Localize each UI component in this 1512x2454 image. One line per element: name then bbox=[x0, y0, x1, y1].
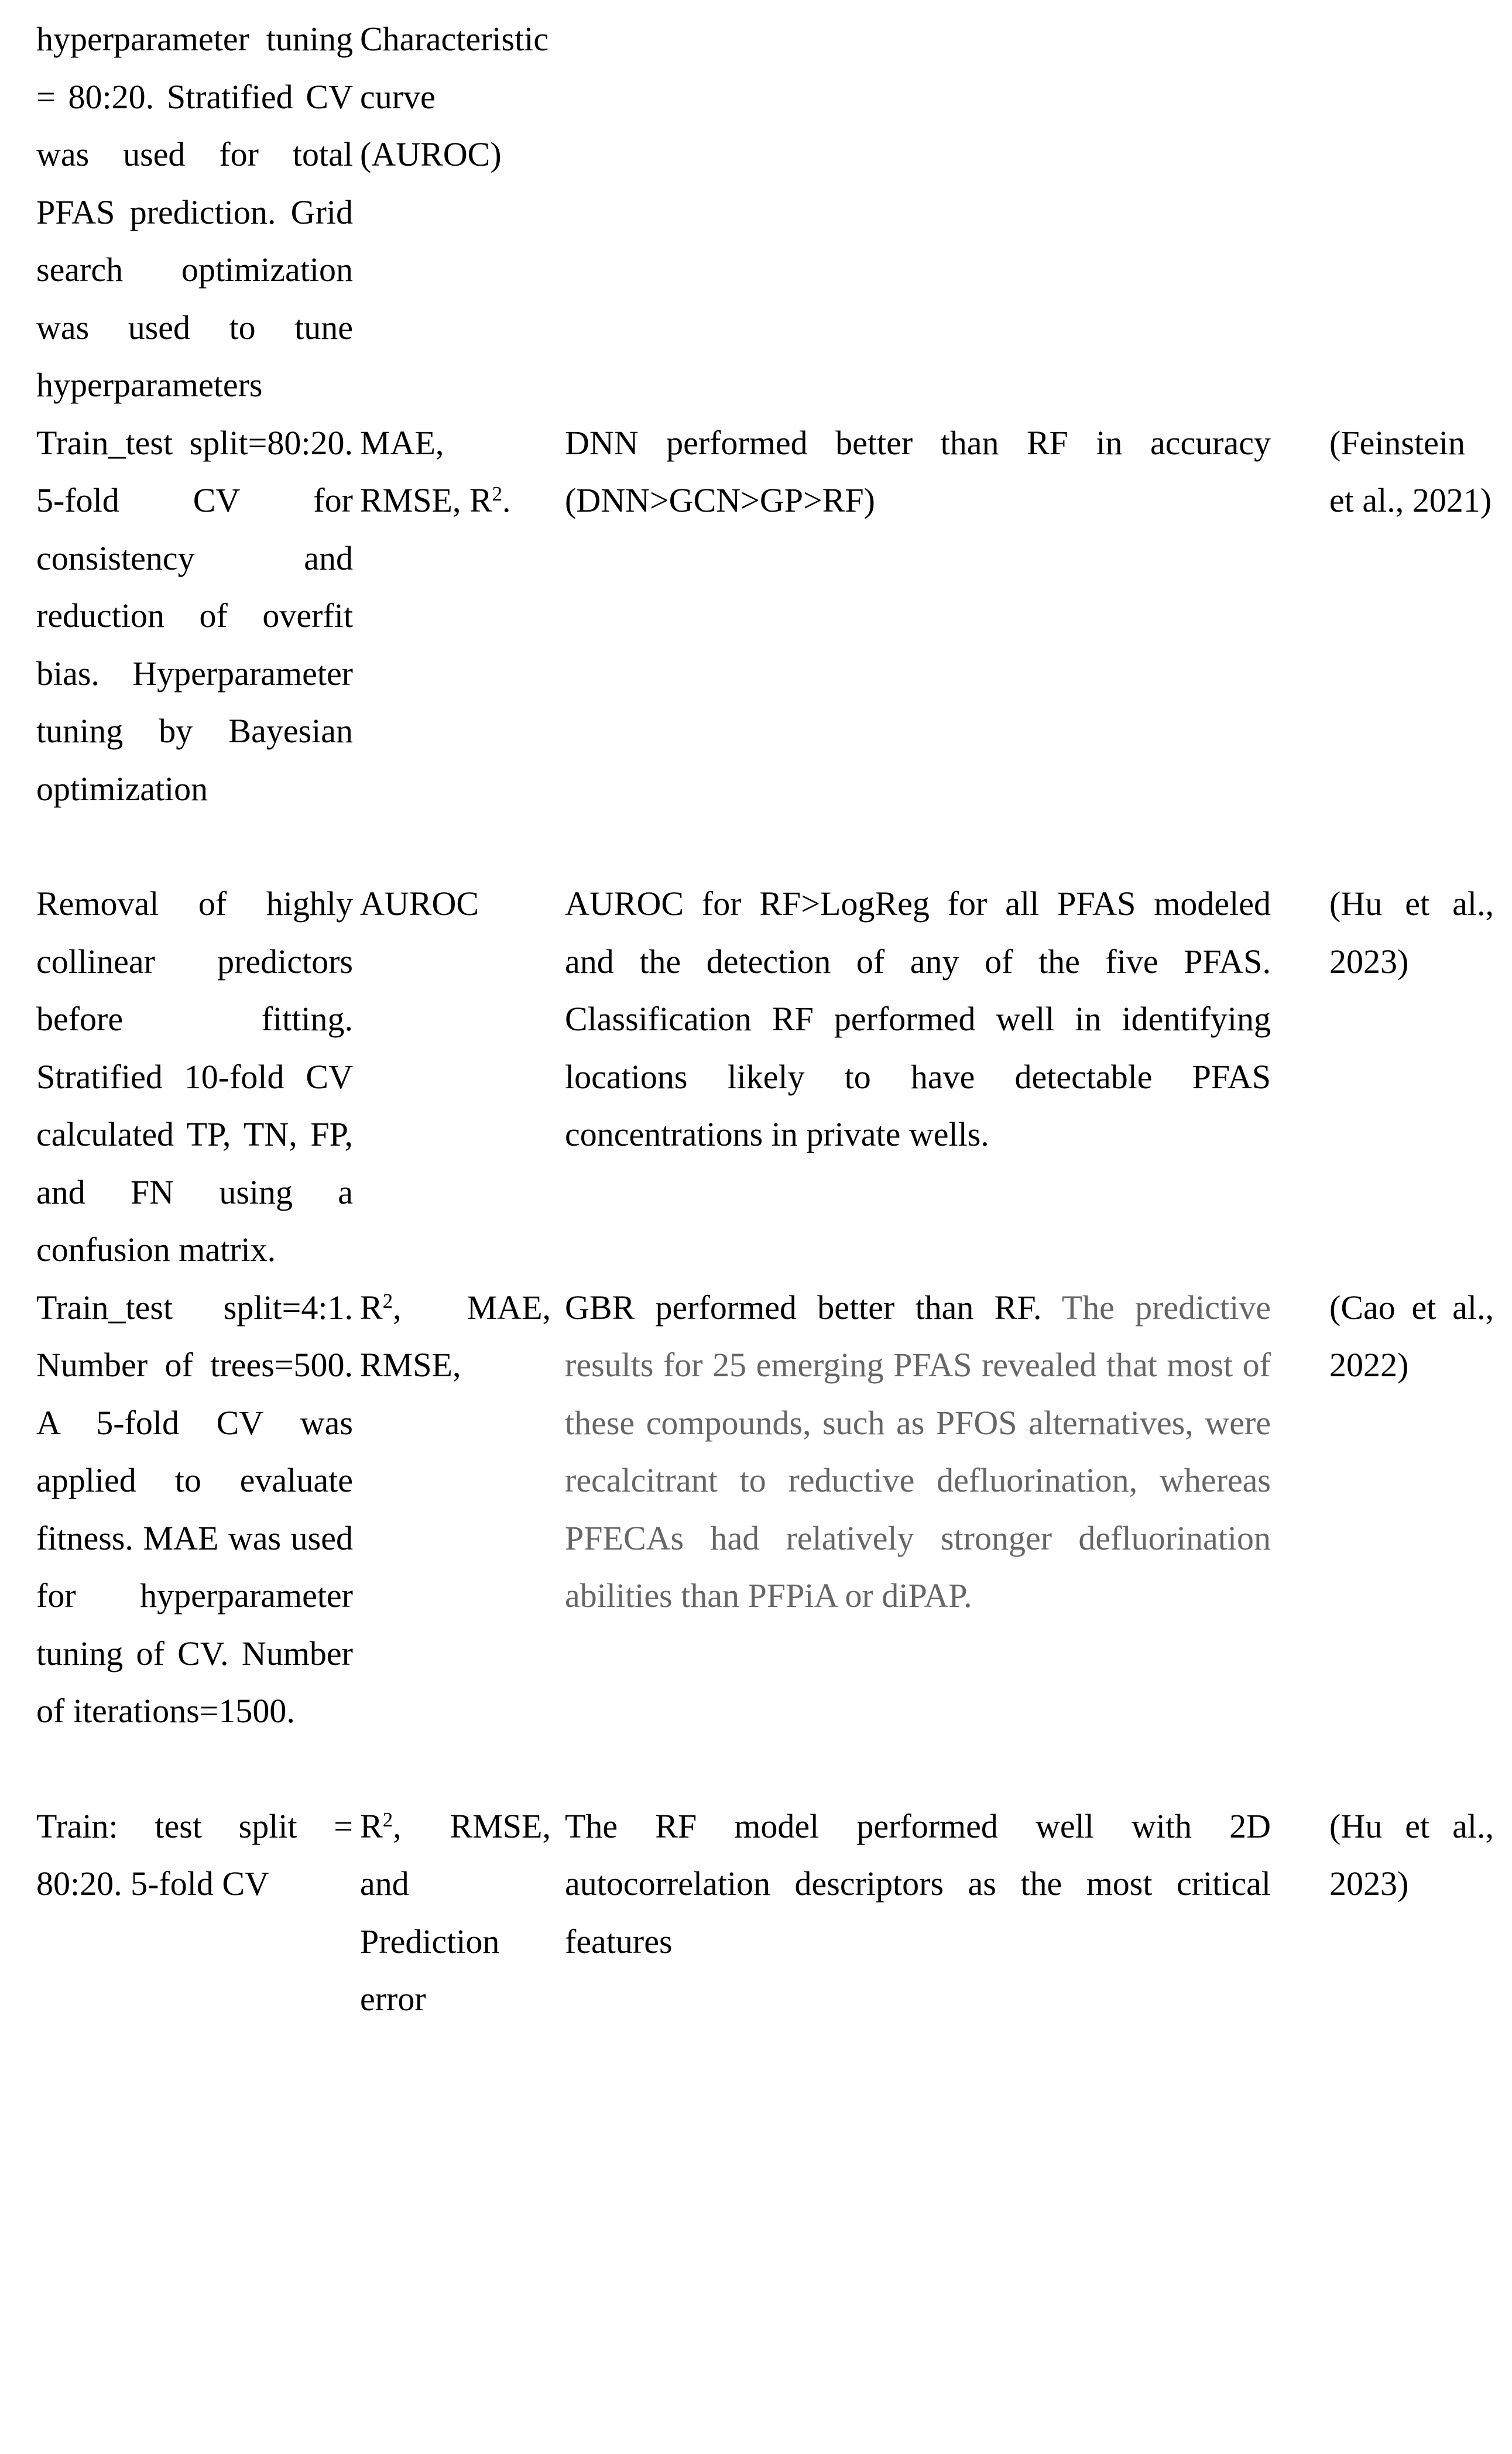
findings-text: The RF model performed well with 2D autocorrelation descriptors as the most critical features bbox=[565, 1807, 1271, 1961]
reference-cell bbox=[1329, 1798, 1494, 2028]
reference-cell bbox=[1329, 1279, 1494, 1798]
reference-text: (Cao et al., 2022) bbox=[1329, 1288, 1494, 1384]
findings-cell bbox=[565, 11, 1329, 414]
validation-cell bbox=[36, 1279, 360, 1798]
reference-text: (Hu et al., 2023) bbox=[1329, 1807, 1494, 1903]
validation-text: Train_test split=80:20. 5-fold CV for consistency and reduction of overfit bias. Hyperparameter tuning by Bayesian optimization bbox=[36, 423, 353, 808]
metrics-cell bbox=[360, 1798, 565, 2028]
findings-cell bbox=[565, 1798, 1329, 2028]
reference-text: (Hu et al., 2023) bbox=[1329, 885, 1494, 981]
findings-text: AUROC for RF>LogReg for all PFAS modeled and the detection of any of the five PFAS. Classification RF performed well in identifying locations likely to have detectable PFAS concentrations in private wells. bbox=[565, 885, 1271, 1153]
reference-cell bbox=[1329, 414, 1494, 876]
findings-text: DNN performed better than RF in accuracy (DNN>GCN>GP>RF) bbox=[565, 423, 1271, 519]
validation-text: Train_test split=4:1. Number of trees=500. A 5-fold CV was applied to evaluate fitness. MAE was used for hyperparameter tuning of CV. Number of iterations=1500. bbox=[36, 1288, 353, 1730]
metrics-cell bbox=[360, 1279, 565, 1798]
findings-muted-text: The predictive results for 25 emerging PFAS revealed that most of these compounds, such as PFOS alternatives, were recalcitrant to reductive defluorination, whereas PFECAs had relatively stronger defluorination abilities than PFPiA or diPAP. bbox=[565, 1288, 1271, 1615]
table-row bbox=[36, 11, 1494, 414]
validation-cell bbox=[36, 1798, 360, 2028]
metrics-text: $R^2$, MAE, RMSE, bbox=[360, 1288, 551, 1384]
table-row bbox=[36, 1798, 1494, 2028]
validation-cell bbox=[36, 11, 360, 414]
metrics-text: MAE, RMSE, $R^2$. bbox=[360, 423, 511, 519]
table-row bbox=[36, 414, 1494, 876]
findings-cell bbox=[565, 875, 1329, 1279]
superscript: 2 bbox=[382, 1808, 393, 1831]
metrics-text: Characteristic curve (AUROC) bbox=[360, 20, 549, 173]
superscript: 2 bbox=[492, 482, 503, 505]
findings-text: GBR performed better than RF. The predictive results for 25 emerging PFAS revealed that most of these compounds, such as PFOS alternatives, were recalcitrant to reductive defluorination, whereas PFECAs had relatively stronger defluorination abilities than PFPiA or diPAP. bbox=[565, 1288, 1271, 1615]
validation-text: Train: test split = 80:20. 5-fold CV bbox=[36, 1807, 353, 1903]
validation-text: hyperparameter tuning = 80:20. Stratified CV was used for total PFAS prediction. Grid search optimization was used to tune hyperparameters bbox=[36, 20, 353, 404]
table-row bbox=[36, 1279, 1494, 1798]
table-row bbox=[36, 875, 1494, 1279]
reference-text: (Feinstein et al., 2021) bbox=[1329, 423, 1492, 519]
reference-cell bbox=[1329, 875, 1494, 1279]
validation-cell bbox=[36, 875, 360, 1279]
metrics-text: $R^2$, RMSE, and Prediction error bbox=[360, 1807, 551, 2018]
metrics-cell bbox=[360, 11, 565, 414]
findings-cell bbox=[565, 414, 1329, 876]
reference-cell bbox=[1329, 11, 1494, 414]
superscript: 2 bbox=[382, 1289, 393, 1312]
metrics-text: AUROC bbox=[360, 885, 479, 923]
metrics-cell bbox=[360, 875, 565, 1279]
validation-cell bbox=[36, 414, 360, 876]
findings-cell bbox=[565, 1279, 1329, 1798]
ml-model-comparison-table bbox=[36, 11, 1494, 2028]
validation-text: Removal of highly collinear predictors before fitting. Stratified 10-fold CV calculated TP, TN, FP, and FN using a confusion matrix. bbox=[36, 885, 353, 1269]
metrics-cell bbox=[360, 414, 565, 876]
